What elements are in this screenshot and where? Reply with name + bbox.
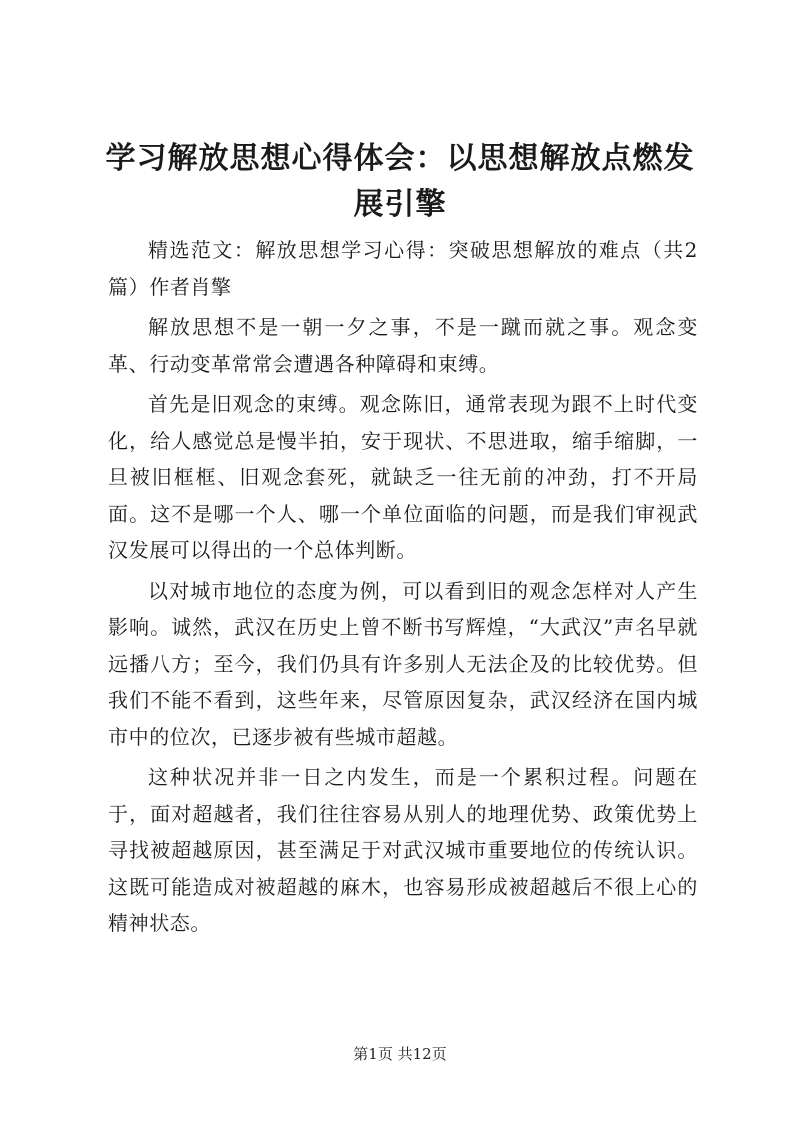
paragraph-4: 这种状况并非一日之内发生，而是一个累积过程。问题在于，面对超越者，我们往往容易从别人的地理优势、政策优势上寻找被超越原因，甚至满足于对武汉城市重要地位的传统认识。这既可能造成对被超越的麻木，也容易形成被超越后不很上心的精神状态。 [108,765,698,935]
document-title: 学习解放思想心得体会：以思想解放点燃发展引擎 [105,141,695,222]
page-number-footer: 第1页 共12页 [353,1045,447,1063]
paragraph-2: 首先是旧观念的束缚。观念陈旧，通常表现为跟不上时代变化，给人感觉总是慢半拍，安于现状、不思进取，缩手缩脚，一旦被旧框框、旧观念套死，就缺乏一往无前的冲劲，打不开局面。这不是哪一个人、哪一个单位面临的问题，而是我们审视武汉发展可以得出的一个总体判断。 [108,392,698,562]
paragraph-1: 解放思想不是一朝一夕之事，不是一蹴而就之事。观念变革、行动变革常常会遭遇各种障碍和束缚。 [108,315,698,376]
paragraph-3: 以对城市地位的态度为例，可以看到旧的观念怎样对人产生影响。诚然，武汉在历史上曾不断书写辉煌，“大武汉”声名早就远播八方；至今，我们仍具有许多别人无法企及的比较优势。但我们不能不看到，这些年来，尽管原因复杂，武汉经济在国内城市中的位次，已逐步被有些城市超越。 [108,578,698,749]
paragraph-source: 精选范文：解放思想学习心得：突破思想解放的难点（共2篇）作者肖擎 [108,238,698,299]
document-body [108,232,698,946]
